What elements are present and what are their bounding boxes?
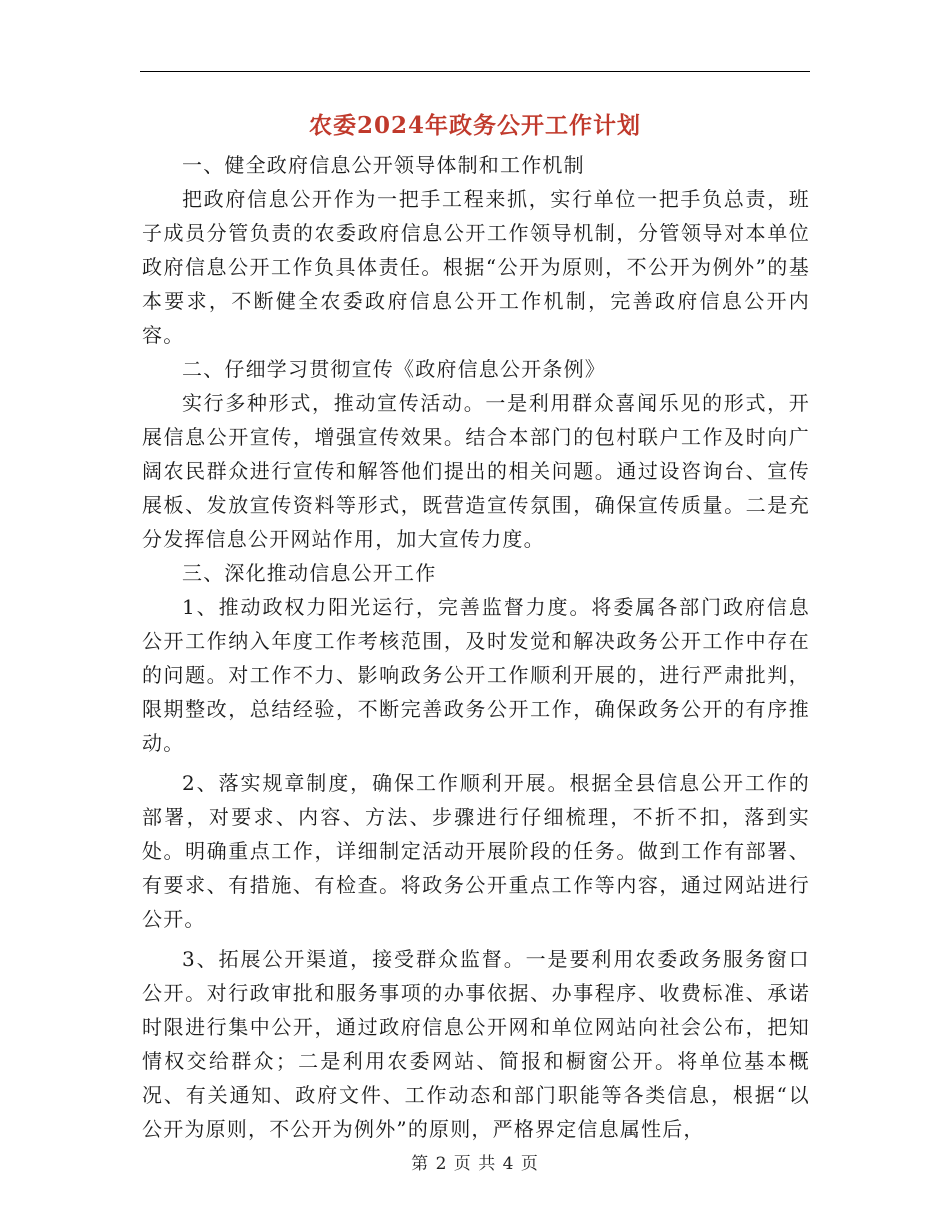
- document-title: 农委2024年政务公开工作计划: [308, 112, 641, 139]
- paragraph-3-item-3: 3、拓展公开渠道，接受群众监督。一是要利用农委政务服务窗口公开。对行政审批和服务事项的办事依据、办事程序、收费标准、承诺时限进行集中公开，通过政府信息公开网和单位网站向社会公布，把知情权交给群众；二是利用农委网站、简报和橱窗公开。将单位基本概况、有关通知、政府文件、工作动态和部门职能等各类信息，根据“以公开为原则，不公开为例外”的原则，严格界定信息属性后，: [142, 947, 810, 1141]
- section-heading-1: 一、健全政府信息公开领导体制和工作机制: [182, 153, 585, 177]
- paragraph-1: 把政府信息公开作为一把手工程来抓，实行单位一把手负总责，班子成员分管负责的农委政府信息公开工作领导机制，分管领导对本单位政府信息公开工作负具体责任。根据“公开为原则，不公开为例外”的基本要求，不断健全农委政府信息公开工作机制，完善政府信息公开内容。: [142, 187, 810, 347]
- section-heading-3: 三、深化推动信息公开工作: [182, 561, 437, 585]
- page-number: 第 2 页 共 4 页: [411, 1154, 539, 1174]
- paragraph-3-item-2: 2、落实规章制度，确保工作顺利开展。根据全县信息公开工作的部署，对要求、内容、方法、步骤进行仔细梳理，不折不扣，落到实处。明确重点工作，详细制定活动开展阶段的任务。做到工作有部署、有要求、有措施、有检查。将政务公开重点工作等内容，通过网站进行公开。: [142, 771, 810, 931]
- header-rule: [140, 71, 810, 72]
- paragraph-3-item-1: 1、推动政权力阳光运行，完善监督力度。将委属各部门政府信息公开工作纳入年度工作考核范围，及时发觉和解决政务公开工作中存在的问题。对工作不力、影响政务公开工作顺利开展的，进行严肃批判，限期整改，总结经验，不断完善政务公开工作，确保政务公开的有序推动。: [142, 595, 810, 755]
- document-body: [142, 148, 810, 1146]
- section-heading-2: 二、仔细学习贯彻宣传《政府信息公开条例》: [182, 357, 606, 381]
- paragraph-2: 实行多种形式，推动宣传活动。一是利用群众喜闻乐见的形式，开展信息公开宣传，增强宣传效果。结合本部门的包村联户工作及时向广阔农民群众进行宣传和解答他们提出的相关问题。通过设咨询台、宣传展板、发放宣传资料等形式，既营造宣传氛围，确保宣传质量。二是充分发挥信息公开网站作用，加大宣传力度。: [142, 391, 810, 551]
